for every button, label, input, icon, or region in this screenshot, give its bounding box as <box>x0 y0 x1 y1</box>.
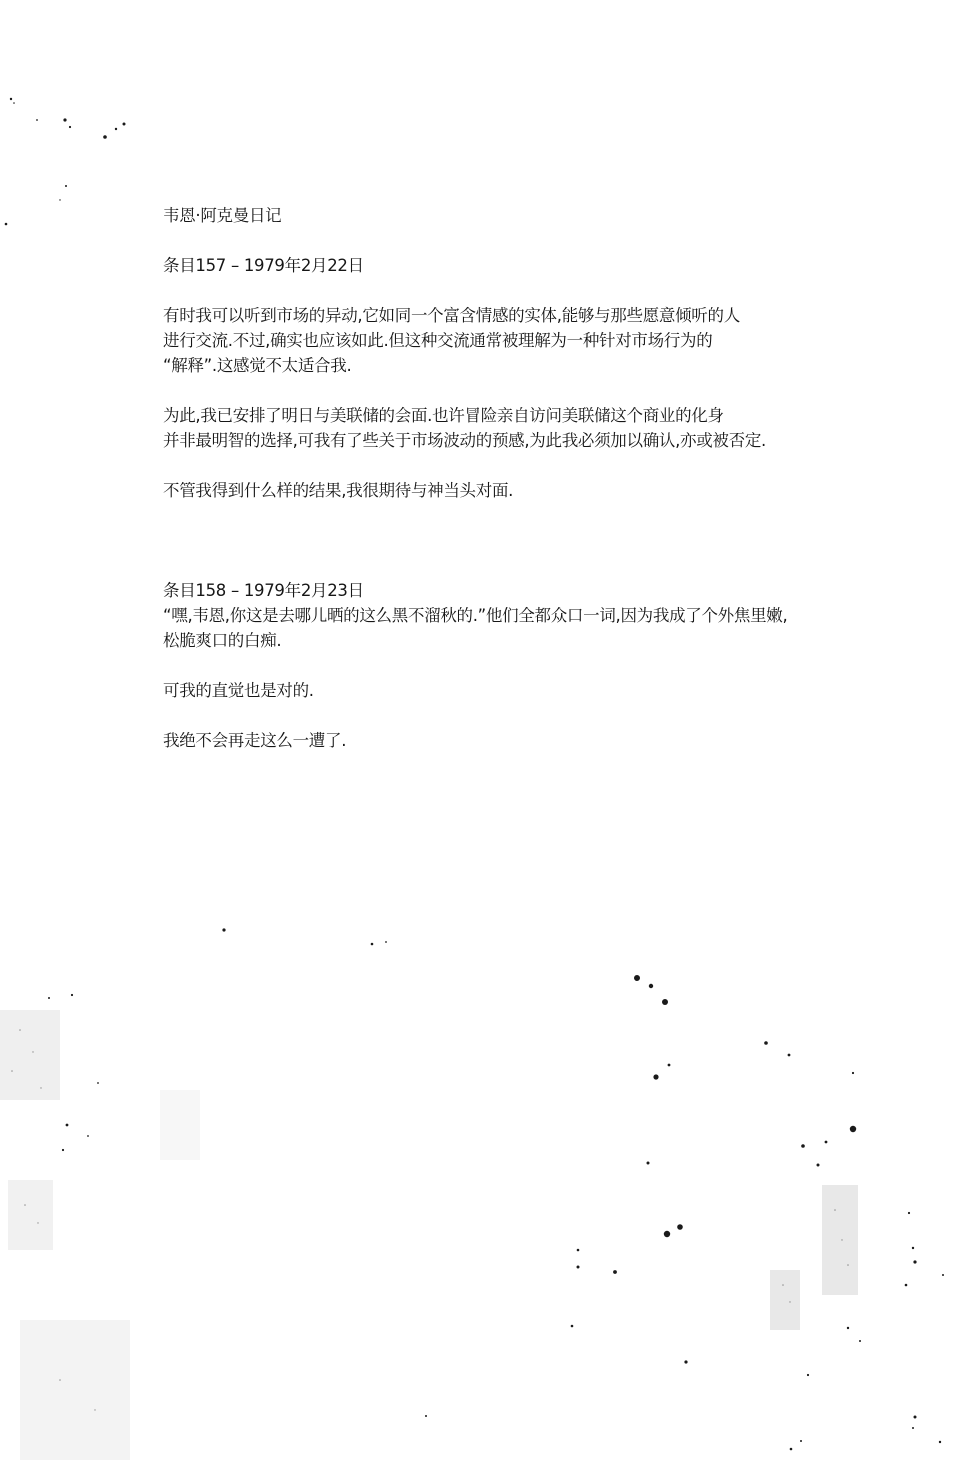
entry-158-heading: 条目158 – 1979年2月23日 <box>163 581 364 600</box>
entry-158-paragraph-1-line-1: “嘿,韦恩,你这是去哪儿晒的这么黑不溜秋的.”他们全都众口一词,因为我成了个外焦里嫩, <box>163 606 788 625</box>
entry-157-paragraph-3: 不管我得到什么样的结果,我很期待与神当头对面. <box>163 481 514 500</box>
entry-158-paragraph-2: 可我的直觉也是对的. <box>163 681 314 700</box>
entry-157-paragraph-1-line-2: 进行交流.不过,确实也应该如此.但这种交流通常被理解为一种针对市场行为的 <box>163 331 713 350</box>
journal-title: 韦恩·阿克曼日记 <box>163 206 282 225</box>
entry-158-paragraph-3: 我绝不会再走这么一遭了. <box>163 731 347 750</box>
entry-158-paragraph-1-line-2: 松脆爽口的白痴. <box>163 631 282 650</box>
entry-157-paragraph-1-line-1: 有时我可以听到市场的异动,它如同一个富含情感的实体,能够与那些愿意倾听的人 <box>163 306 740 325</box>
entry-157-paragraph-2-line-1: 为此,我已安排了明日与美联储的会面.也许冒险亲自访问美联储这个商业的化身 <box>163 406 724 425</box>
entry-157-paragraph-1-line-3: “解释”.这感觉不太适合我. <box>163 356 352 375</box>
entry-157-paragraph-2-line-2: 并非最明智的选择,可我有了些关于市场波动的预感,为此我必须加以确认,亦或被否定. <box>163 431 766 450</box>
journal-text <box>163 203 843 753</box>
entry-157-heading: 条目157 – 1979年2月22日 <box>163 256 364 275</box>
